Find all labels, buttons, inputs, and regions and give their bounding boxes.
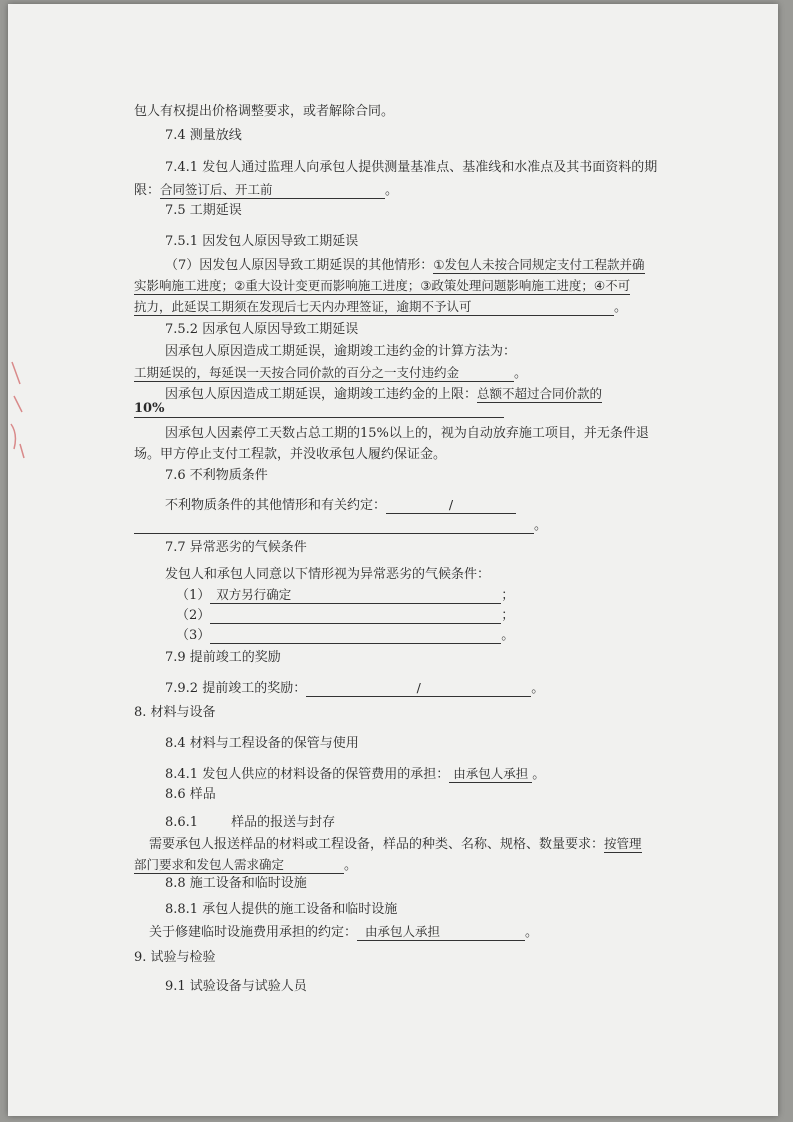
section-9: 9. 试验与检验 (134, 950, 216, 965)
line-text (134, 278, 630, 295)
fill-in-value: 10% (134, 401, 504, 418)
fill-in-value: / (386, 497, 516, 514)
fill-in-value: ①发包人未按合同规定支付工程款并确 (433, 257, 645, 272)
fill-in-value: 由承包人承担 (357, 924, 525, 941)
line-text: （1） 双方另行确定 ； (176, 587, 515, 603)
section-8-4: 8.4 材料与工程设备的保管与使用 (165, 736, 359, 751)
fill-in-value: 抗力，此延误工期须在发现后七天内办理签证，逾期不予认可 (134, 299, 614, 316)
fill-in-value: 工期延误的，每延误一天按合同价款的百分之一支付违约金 (134, 365, 514, 382)
line-text (134, 401, 504, 418)
fill-in-value: 总额不超过合同价款的 (477, 386, 603, 401)
section-8: 8. 材料与设备 (134, 705, 216, 720)
line-text: 不利物质条件的其他情形和有关约定： / (165, 497, 516, 514)
line-text: 工期延误的，每延误一天按合同价款的百分之一支付违约金 。 (134, 365, 528, 381)
fill-in-value: 合同签订后、开工前 (160, 182, 385, 199)
line-text: （7）因发包人原因导致工期延误的其他情形：①发包人未按合同规定支付工程款并确 (165, 257, 645, 273)
section-7-5-2: 7.5.2 因承包人原因导致工期延误 (165, 322, 359, 337)
line-text: 发包人和承包人同意以下情形视为异常恶劣的气候条件： (165, 567, 491, 582)
blank-line (210, 609, 501, 624)
section-8-8: 8.8 施工设备和临时设施 (165, 876, 307, 891)
section-9-1: 9.1 试验设备与试验人员 (165, 979, 307, 994)
blank-line (134, 519, 534, 534)
section-7-7: 7.7 异常恶劣的气候条件 (165, 540, 307, 555)
document-page (8, 4, 778, 1116)
line-text: （2） ； (176, 608, 515, 623)
line-text: 7.4.1 发包人通过监理人向承包人提供测量基准点、基准线和水准点及其书面资料的期 (165, 160, 658, 175)
line-text: 场。甲方停止支付工程款，并没收承包人履约保证金。 (134, 447, 447, 462)
line-text: 因承包人原因造成工期延误，逾期竣工违约金的计算方法为： (165, 344, 517, 359)
section-7-9: 7.9 提前竣工的奖励 (165, 650, 281, 665)
section-7-5: 7.5 工期延误 (165, 203, 242, 218)
section-8-6: 8.6 样品 (165, 787, 216, 802)
red-ink-mark (8, 354, 30, 464)
line-text: 限：合同签订后、开工前 。 (134, 182, 399, 198)
fill-in-value: 实影响施工进度；②重大设计变更而影响施工进度；③政策处理问题影响施工进度；④不可 (134, 278, 631, 293)
line-text: 关于修建临时设施费用承担的约定： 由承包人承担 。 (149, 924, 539, 940)
section-8-8-1: 8.8.1 承包人提供的施工设备和临时设施 (165, 902, 398, 917)
fill-in-value: 按管理 (604, 836, 642, 851)
fill-in-value: / (306, 680, 531, 697)
section-7-5-1: 7.5.1 因发包人原因导致工期延误 (165, 234, 359, 249)
line-text: 因承包人原因造成工期延误，逾期竣工违约金的上限：总额不超过合同价款的 (165, 386, 603, 402)
blank-line (210, 629, 501, 644)
line-text: 需要承包人报送样品的材料或工程设备，样品的种类、名称、规格、数量要求：按管理 (149, 836, 642, 852)
line-text: 抗力，此延误工期须在发现后七天内办理签证，逾期不予认可 。 (134, 299, 628, 315)
fill-in-value: 部门要求和发包人需求确定 (134, 857, 344, 874)
line-text: 因承包人因素停工天数占总工期的15%以上的，视为自动放弃施工项目，并无条件退 (165, 426, 649, 441)
line-text: 。 (134, 518, 547, 534)
fill-in-value: 双方另行确定 (210, 587, 501, 604)
line-text: 包人有权提出价格调整要求，或者解除合同。 (134, 104, 395, 119)
section-7-4: 7.4 测量放线 (165, 128, 242, 143)
line-text: 部门要求和发包人需求确定 。 (134, 857, 358, 873)
line-text: （3） 。 (176, 628, 515, 643)
section-7-6: 7.6 不利物质条件 (165, 468, 268, 483)
line-text: 8.4.1 发包人供应的材料设备的保管费用的承担： 由承包人承担 。 (165, 766, 546, 782)
fill-in-value: 由承包人承担 (449, 766, 532, 783)
section-8-6-1: 8.6.1 样品的报送与封存 (165, 815, 336, 830)
line-text: 7.9.2 提前竣工的奖励： / 。 (165, 680, 545, 696)
